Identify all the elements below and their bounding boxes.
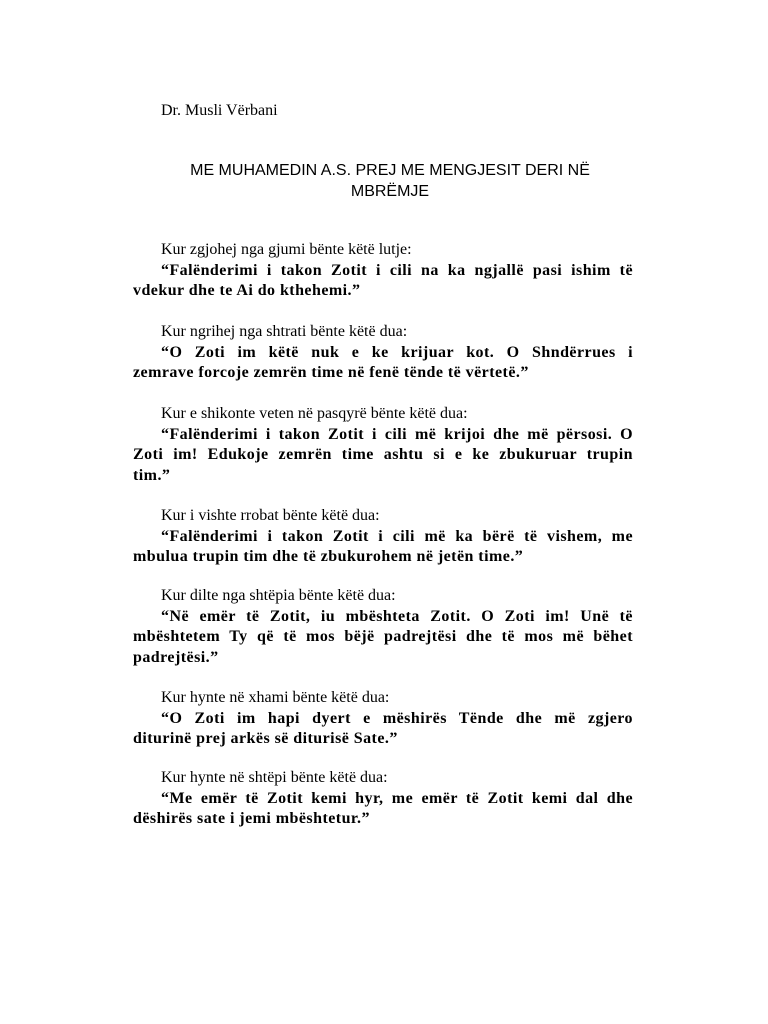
section-intro: Kur dilte nga shtëpia bënte këtë dua: xyxy=(161,587,396,604)
prayer-line: zemrave forcoje zemrën time në fenë tënde të vërtetë.” xyxy=(133,364,529,381)
section-intro: Kur hynte në xhami bënte këtë dua: xyxy=(161,689,390,706)
section-rising xyxy=(133,322,633,384)
title-line-2: MBRËMJE xyxy=(350,183,430,200)
prayer-line: vdekur dhe te Ai do kthehemi.” xyxy=(133,282,361,299)
title-line-1: ME MUHAMEDIN A.S. PREJ ME MENGJESIT DERI NË xyxy=(190,162,590,179)
prayer-text xyxy=(133,261,633,302)
prayer-line: diturinë prej arkës së diturisë Sate.” xyxy=(133,730,398,747)
prayer-text xyxy=(133,527,633,568)
document-title xyxy=(150,160,630,202)
section-intro: Kur hynte në shtëpi bënte këtë dua: xyxy=(161,769,388,786)
author-name: Dr. Musli Vërbani xyxy=(161,102,278,119)
prayer-line: “Me emër të Zotit kemi hyr, me emër të Zotit kemi dal dhe xyxy=(161,789,633,807)
prayer-line: “O Zoti im hapi dyert e mëshirës Tënde dhe më zgjero xyxy=(161,709,633,727)
prayer-line: “Falënderimi i takon Zotit i cili më ka bërë të vishem, me xyxy=(161,527,633,545)
section-leaving-home xyxy=(133,586,633,668)
section-intro: Kur e shikonte veten në pasqyrë bënte këtë dua: xyxy=(161,405,468,422)
prayer-text xyxy=(133,607,633,669)
prayer-line: tim.” xyxy=(133,466,171,484)
prayer-line: “O Zoti im këtë nuk e ke krijuar kot. O Shndërrues i xyxy=(161,343,633,361)
prayer-text xyxy=(133,343,633,384)
prayer-text xyxy=(133,425,633,487)
prayer-line: “Falënderimi i takon Zotit i cili më krijoi dhe më përsosi. O xyxy=(161,425,633,443)
prayer-line: mbështetem Ty që të mos bëjë padrejtësi dhe të mos më bëhet xyxy=(133,628,633,645)
prayer-line: mbulua trupin tim dhe të zbukurohem në jetën time.” xyxy=(133,548,524,565)
section-intro: Kur ngrihej nga shtrati bënte këtë dua: xyxy=(161,323,408,340)
prayer-line: dëshirës sate i jemi mbështetur.” xyxy=(133,810,370,827)
section-intro: Kur zgjohej nga gjumi bënte këtë lutje: xyxy=(161,241,412,258)
prayer-line: padrejtësi.” xyxy=(133,648,219,666)
section-waking xyxy=(133,240,633,302)
section-entering-home xyxy=(133,768,633,830)
section-mirror xyxy=(133,404,633,486)
prayer-line: Zoti im! Edukoje zemrën time ashtu si e ke zbukuruar trupin xyxy=(133,446,633,463)
prayer-line: “Në emër të Zotit, iu mbështeta Zotit. O Zoti im! Unë të xyxy=(161,607,633,625)
section-intro: Kur i vishte rrobat bënte këtë dua: xyxy=(161,507,380,524)
prayer-line: “Falënderimi i takon Zotit i cili na ka ngjallë pasi ishim të xyxy=(161,261,633,279)
section-dressing xyxy=(133,506,633,568)
prayer-text xyxy=(133,709,633,750)
prayer-text xyxy=(133,789,633,830)
section-mosque xyxy=(133,688,633,750)
